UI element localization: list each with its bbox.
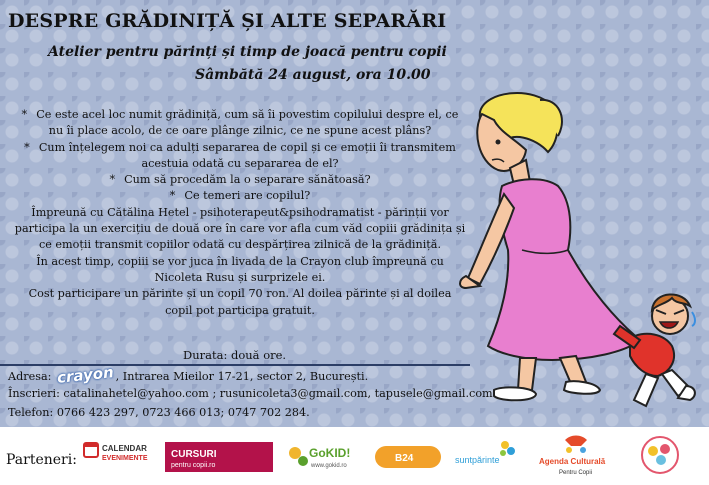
partners-label: Parteneri: (6, 452, 77, 468)
svg-text:EVENIMENTE: EVENIMENTE (102, 455, 148, 462)
cursuri-logo-icon (165, 442, 273, 472)
mother-child-illustration (440, 90, 709, 420)
partner-logo-cursuri-pentru-copii[interactable] (165, 442, 273, 472)
svg-text:GoKID!: GoKID! (309, 446, 351, 460)
poster-subtitle: Atelier pentru părinți și timp de joacă pentru copii (48, 44, 447, 60)
crayon-logo: crayon (56, 363, 115, 387)
question-1: * Ce este acel loc numit grădiniță, cum să îi povestim copilului despre el, ce nu îi place acolo, de ce oare plânge zilnic, ce ne spune acest plâns? (21, 108, 459, 138)
svg-text:Agenda Culturală: Agenda Culturală (539, 457, 606, 466)
partner-logo-gokid[interactable] (285, 437, 360, 477)
calendar-icon (82, 437, 152, 477)
event-description (14, 107, 466, 319)
question-3: * Cum să procedăm la o separare sănătoasă? (109, 173, 371, 187)
question-4: * Ce temeri are copilul? (169, 189, 311, 203)
agenda-culturala-logo-icon (535, 434, 615, 478)
partner-logo-suntparinte[interactable] (455, 437, 520, 473)
duration: Durata: două ore. (183, 348, 287, 362)
paragraph-cost: Cost participare un părinte și un copil 70 ron. Al doilea părinte și al doilea copil pot participa gratuit. (28, 287, 452, 317)
partner-logo-agenda-culturala[interactable] (535, 434, 615, 478)
event-date: Sâmbătă 24 august, ora 10.00 (195, 67, 431, 83)
poster-title: DESPRE GRĂDINIȚĂ ȘI ALTE SEPARĂRI (8, 10, 447, 32)
address-line (8, 363, 369, 387)
phone-line: Telefon: 0766 423 297, 0723 466 013; 0747 702 284. (8, 406, 310, 419)
svg-text:suntpărinte: suntpărinte (455, 455, 500, 465)
partner-logo-b24[interactable] (373, 442, 443, 472)
svg-text:CURSURI: CURSURI (171, 449, 217, 460)
paragraph-children: În acest timp, copiii se vor juca în livada de la Crayon club împreună cu Nicoleta Rusu și surprizele ei. (36, 254, 444, 284)
kids-logo-icon (635, 433, 685, 477)
partner-logo-kids[interactable] (635, 433, 685, 477)
partners-strip (0, 427, 709, 485)
question-2: * Cum înțelegem noi ca adulți separarea de copil și ce emoții îi transmitem acestuia odată cu separarea de el? (24, 140, 456, 170)
gokid-logo-icon (285, 437, 360, 477)
svg-text:www.gokid.ro: www.gokid.ro (311, 463, 347, 469)
svg-text:B24: B24 (395, 453, 414, 464)
suntparinte-logo-icon (455, 437, 520, 473)
signup-line: Înscrieri: catalinahetel@yahoo.com ; rusunicoleta3@gmail.com, tapusele@gmail.com (8, 387, 493, 400)
svg-text:pentru copii.ro: pentru copii.ro (171, 462, 216, 469)
paragraph-trainer: Împreună cu Cătălina Hetel - psihoterapeut&psihodramatist - părinții vor participa la un exercițiu de două ore în care vor afla cum văd copiii grădinița și ce emoții transmit copiilor odată cu despărțirea zilnică de la grădiniță. (14, 205, 466, 252)
svg-text:CALENDAR: CALENDAR (102, 444, 147, 453)
b24-logo-icon (373, 442, 443, 472)
partner-logo-calendar-evenimente[interactable] (82, 437, 152, 477)
address-label: Adresa: (8, 370, 52, 383)
address-text: , Intrarea Mieilor 17-21, sector 2, București. (115, 370, 369, 383)
svg-text:Pentru Copii: Pentru Copii (559, 470, 593, 476)
